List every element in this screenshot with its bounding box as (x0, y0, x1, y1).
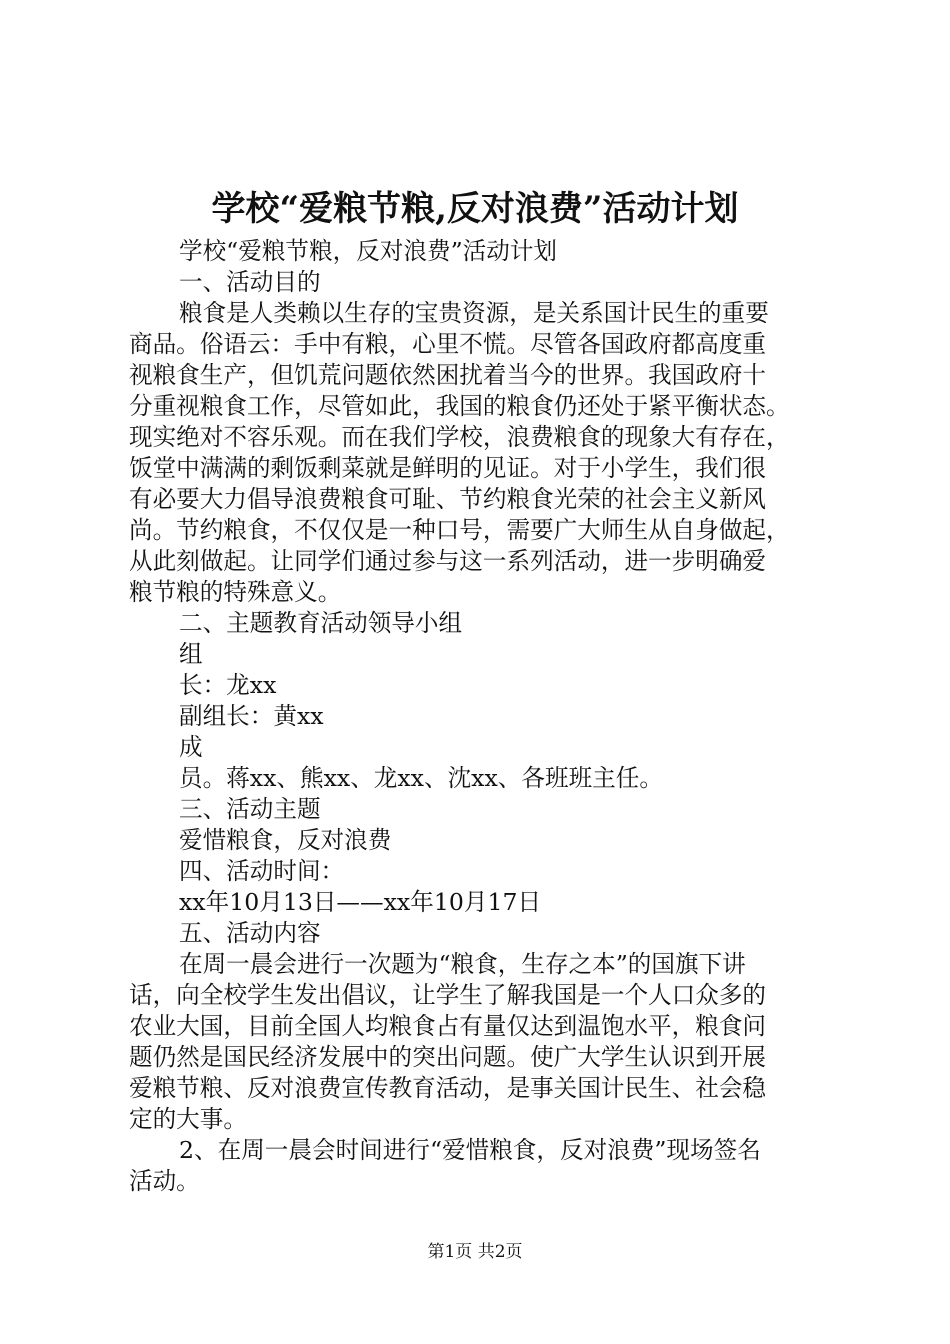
document-body (129, 236, 829, 1197)
body-line: 五、活动内容 (179, 919, 321, 947)
body-line: 2、在周一晨会时间进行“爱惜粮食，反对浪费”现场签名 (179, 1136, 761, 1164)
body-line: xx年10月13日——xx年10月17日 (179, 888, 542, 916)
body-line: 员。蒋xx、熊xx、龙xx、沈xx、各班班主任。 (179, 764, 663, 792)
body-line: 长：龙xx (179, 671, 277, 699)
body-line: 三、活动主题 (179, 795, 321, 823)
body-line: 题仍然是国民经济发展中的突出问题。使广大学生认识到开展 (129, 1043, 767, 1071)
body-line: 分重视粮食工作，尽管如此，我国的粮食仍还处于紧平衡状态。 (129, 392, 790, 420)
body-line: 爱惜粮食，反对浪费 (179, 826, 392, 854)
body-line: 粮食是人类赖以生存的宝贵资源，是关系国计民生的重要 (179, 299, 769, 327)
body-line: 四、活动时间： (179, 857, 345, 885)
body-line: 在周一晨会进行一次题为“粮食，生存之本”的国旗下讲 (179, 950, 746, 978)
body-line: 二、主题教育活动领导小组 (179, 609, 463, 637)
body-line: 副组长：黄xx (179, 702, 324, 730)
body-line: 组 (179, 640, 203, 668)
body-line: 农业大国，目前全国人均粮食占有量仅达到温饱水平，粮食问 (129, 1012, 767, 1040)
body-line: 粮节粮的特殊意义。 (129, 578, 342, 606)
body-line: 从此刻做起。让同学们通过参与这一系列活动，进一步明确爱 (129, 547, 767, 575)
body-line: 尚。节约粮食，不仅仅是一种口号，需要广大师生从自身做起， (129, 516, 790, 544)
body-line: 现实绝对不容乐观。而在我们学校，浪费粮食的现象大有存在， (129, 423, 790, 451)
body-line: 定的大事。 (129, 1105, 247, 1133)
document-title: 学校“爱粮节粮,反对浪费”活动计划 (211, 189, 739, 229)
body-line: 学校“爱粮节粮，反对浪费”活动计划 (179, 237, 558, 265)
body-line: 一、活动目的 (179, 268, 321, 296)
body-line: 饭堂中满满的剩饭剩菜就是鲜明的见证。对于小学生，我们很 (129, 454, 767, 482)
body-line: 话，向全校学生发出倡议，让学生了解我国是一个人口众多的 (129, 981, 767, 1009)
body-line: 成 (179, 733, 203, 761)
body-line: 爱粮节粮、反对浪费宣传教育活动，是事关国计民生、社会稳 (129, 1074, 767, 1102)
body-line: 商品。俗语云：手中有粮，心里不慌。尽管各国政府都高度重 (129, 330, 767, 358)
body-line: 活动。 (129, 1167, 200, 1195)
body-line: 有必要大力倡导浪费粮食可耻、节约粮食光荣的社会主义新风 (129, 485, 767, 513)
body-line: 视粮食生产，但饥荒问题依然困扰着当今的世界。我国政府十 (129, 361, 767, 389)
page-number-footer: 第1页 共2页 (427, 1242, 523, 1262)
